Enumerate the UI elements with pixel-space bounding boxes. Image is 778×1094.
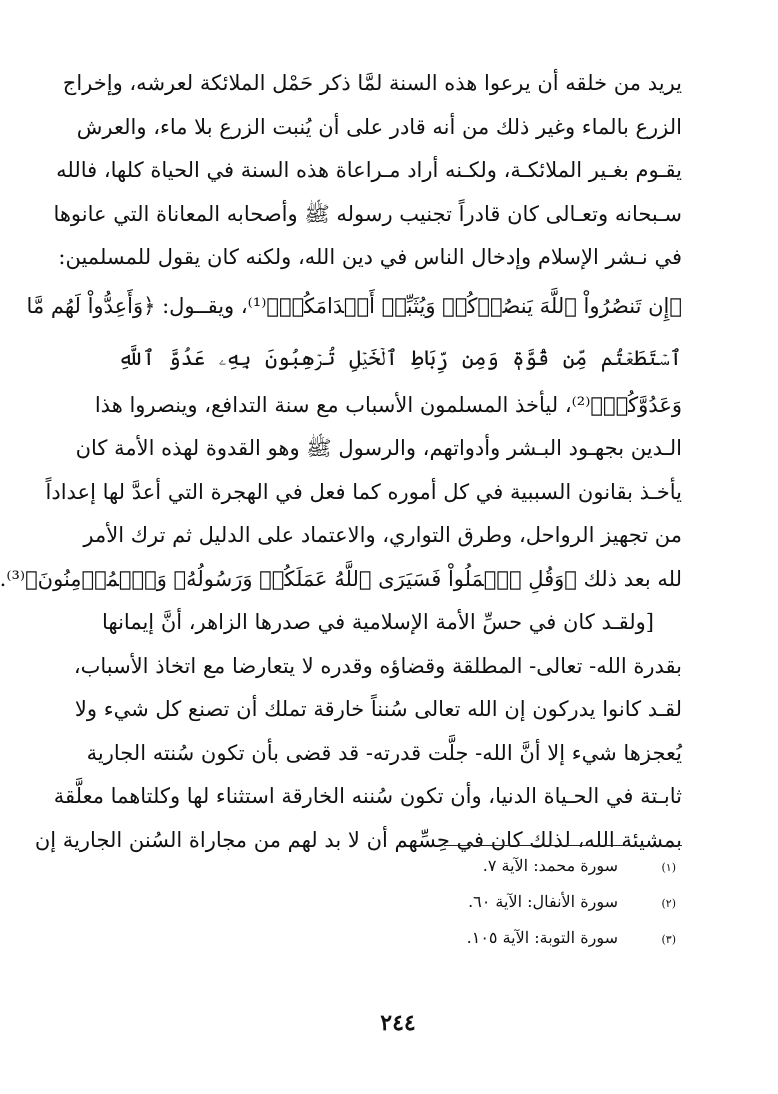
text-line-14: بقدرة الله- تعالى- المطلقة وقضاؤه وقدره لا يتعارضا مع اتخاذ الأسباب، <box>73 653 682 678</box>
footnote-text: سورة محمد: الآية ٧. <box>482 856 618 875</box>
text-line-4: سـبحانه وتعـالى كان قادراً تجنيب رسوله ﷺ وأصحابه المعاناة التي عانوها <box>53 201 682 226</box>
footnote-text: سورة الأنفال: الآية ٦٠. <box>468 892 618 911</box>
text-line-13: [ولقـد كان في حسِّ الأمة الإسلامية في صدرها الزاهر، أنَّ إيمانها <box>102 610 654 634</box>
text-line-1: يريد من خلقه أن يرعوا هذه السنة لمَّا ذكر حَمْل الملائكة لعرشه، وإخراج <box>62 71 682 95</box>
text-line-3: يقـوم بغـير الملائكـة، ولكـنه أراد مـراعاة هذه السنة في الحياة كلها، فالله <box>56 158 682 182</box>
footnote-number: (٣) <box>661 933 676 946</box>
footnote-1 <box>118 856 682 892</box>
text-line-12: لله بعد ذلك ﴿وَقُلِ ٱعۡمَلُواْ فَسَيَرَى ٱللَّهُ عَمَلَكُمۡ وَرَسُولُهُۥ وَٱلۡمُؤۡمِنُونَ﴾⁽³⁾. <box>0 566 682 591</box>
text-line-10: يأخـذ بقانون السببية في كل أموره كما فعل في الهجرة التي أعدَّ لها إعداداً <box>45 479 682 504</box>
text-line-16: يُعجزها شيء إلا أنَّ الله- جلَّت قدرته- قد قضى بأن تكون سُنته الجارية <box>86 740 682 765</box>
text-line-2: الزرع بالماء وغير ذلك من أنه قادر على أن يُنبت الزرع بلا ماء، والعرش <box>76 114 682 139</box>
text-line-11: من تجهيز الرواحل، وطرق التواري، والاعتماد على الدليل ثم ترك الأمر <box>83 523 682 547</box>
text-line-15: لقـد كانوا يدركون إن الله تعالى سُنناً خارقة تملك أن تصنع كل شيء ولا <box>74 697 682 721</box>
text-line-9: الـدين بجهـود البـشر وأدواتهم، والرسول ﷺ وهو القدوة لهذه الأمة كان <box>75 436 682 460</box>
text-line-18: بمشيئة الله، لذلك كان في حِسِّهم أن لا بد لهم من مجاراة السُنن الجارية إن <box>34 827 682 852</box>
main-text <box>0 62 682 862</box>
footnote-2 <box>118 892 682 928</box>
text-line-8: وَعَدُوَّكُمۡ﴾⁽²⁾، ليأخذ المسلمون الأسباب مع سنة التدافع، وينصروا هذا <box>94 392 682 417</box>
text-line-17: ثابـتة في الحـياة الدنيا، وأن تكون سُننه الخارقة استثناء لها وكلتاهما معلَّقة <box>53 784 682 808</box>
footnote-number: (١) <box>661 861 676 874</box>
text-line-6: ﴿إِن تَنصُرُواْ ٱللَّهَ يَنصُرۡكُمۡ وَيُثَبِّتۡ أَقۡدَامَكُمۡ﴾⁽¹⁾، ويقــول: ﴿وَأَعِدُّواْ لَهُم مَّا <box>26 293 682 318</box>
text-line-7: ٱسۡتَطَعۡتُم مِّن قُوَّةٖ وَمِن رِّبَاطِ ٱلۡخَيۡلِ تُرۡهِبُونَ بِهِۦ عَدُوَّ ٱللَّهِ <box>118 345 682 370</box>
footnote-number: (٢) <box>661 897 676 910</box>
page-number: ٢٤٤ <box>380 1010 416 1036</box>
footnote-text: سورة التوبة: الآية ١٠٥. <box>466 928 618 947</box>
footnote-3 <box>118 928 682 964</box>
footnotes <box>118 845 682 964</box>
page-body <box>0 62 682 862</box>
text-line-5: في نـشر الإسلام وإدخال الناس في دين الله، ولكنه كان يقول للمسلمين: <box>58 245 682 269</box>
footnote-divider <box>444 845 682 846</box>
